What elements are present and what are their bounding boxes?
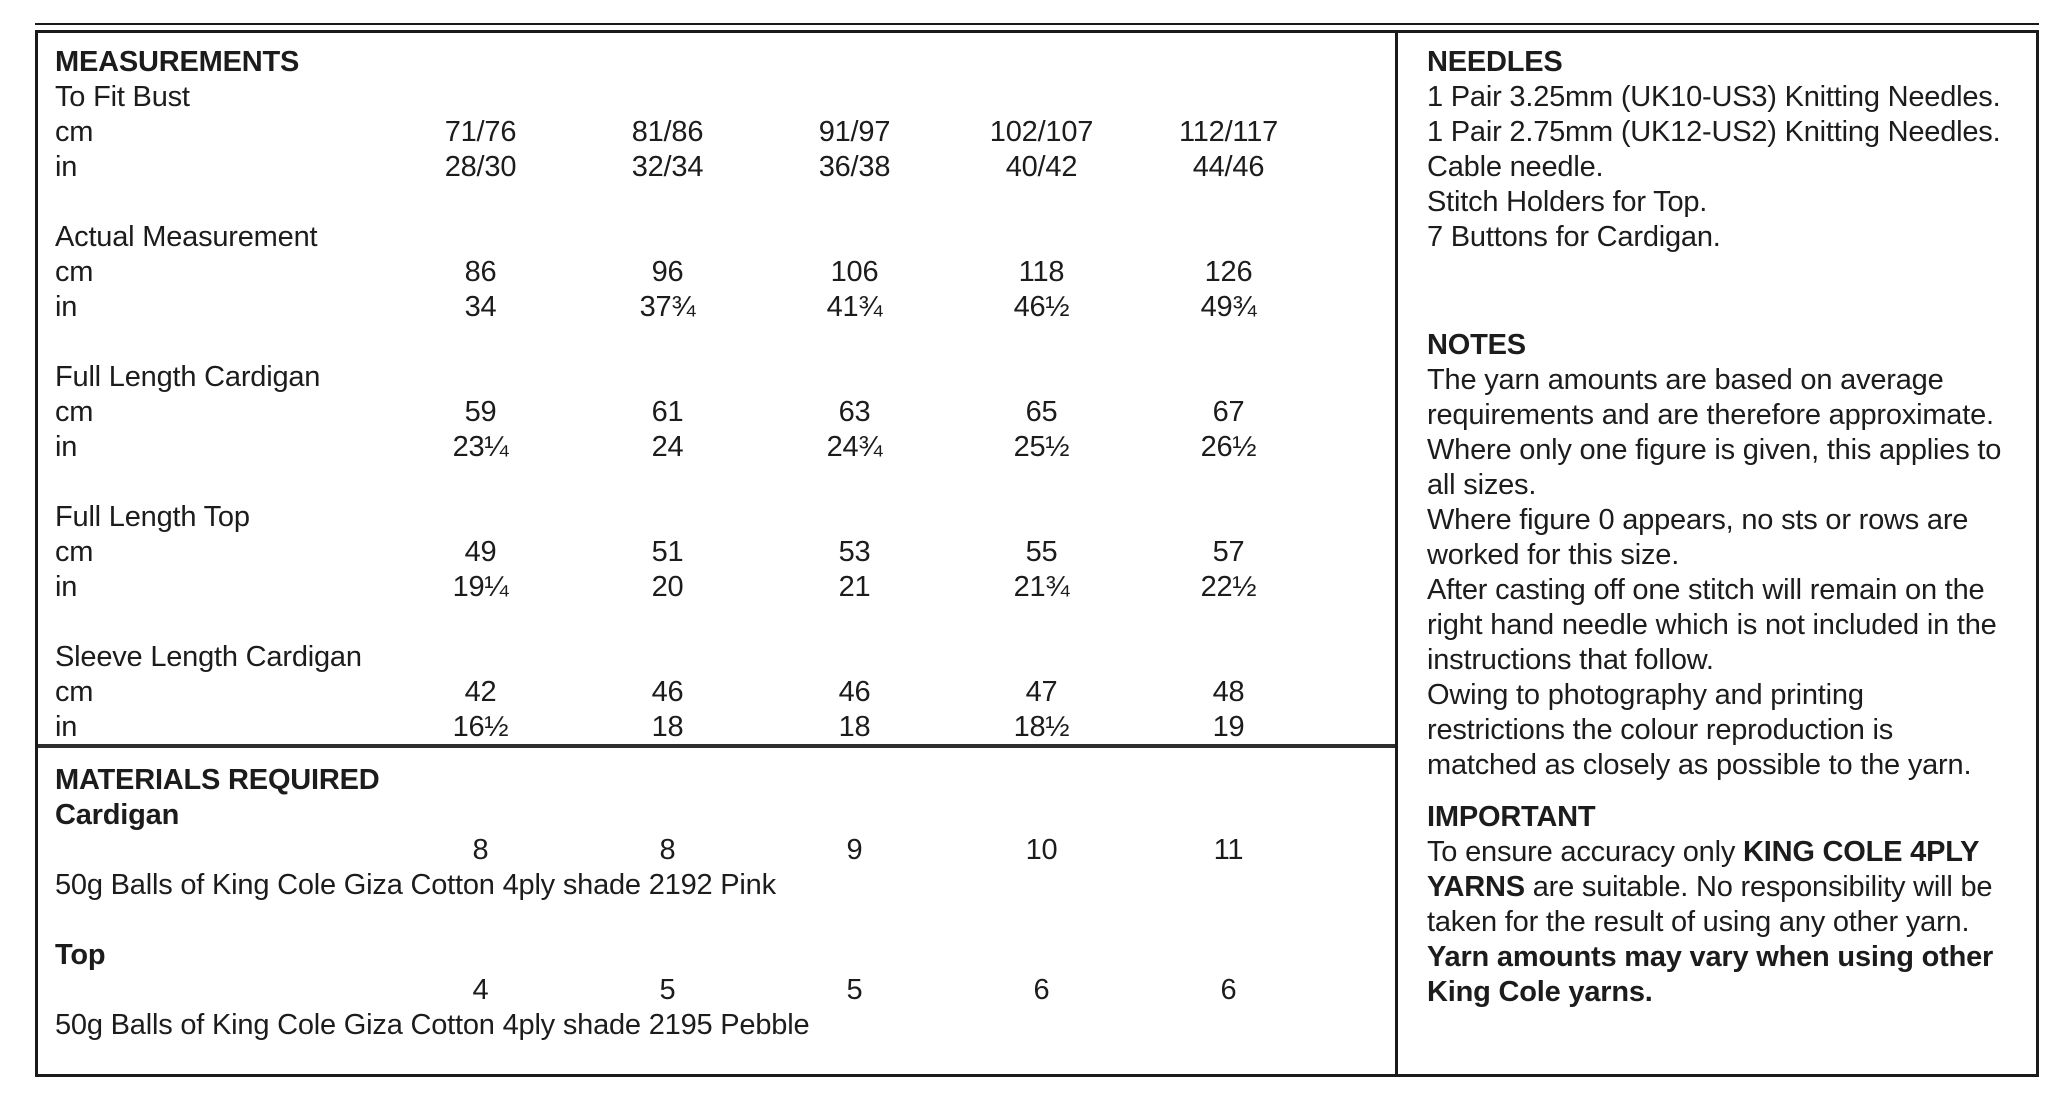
measurement-value: 67 [1212,396,1245,428]
measurement-value: 106 [830,256,879,288]
measurement-row-cm [55,115,1395,150]
measurement-value: 112/117 [1178,116,1279,148]
measurement-value: 18 [838,711,871,743]
important-text-emphasis: KING COLE 4PLY YARNS [1427,836,1979,903]
measurement-value: 65 [1025,396,1058,428]
measurement-row-cm [55,255,1395,290]
material-quantity: 4 [472,974,489,1006]
material-quantity: 5 [846,974,863,1006]
needles-title: NEEDLES [1427,46,1563,78]
material-quantity: 6 [1220,974,1237,1006]
measurement-value: 47 [1025,676,1058,708]
measurement-value: 51 [651,536,684,568]
right-pane [1398,33,2036,1074]
measurement-label: Sleeve Length Cardigan [55,641,362,673]
material-quantity: 6 [1033,974,1050,1006]
unit-label-cm: cm [55,116,94,148]
important-title: IMPORTANT [1427,801,1596,833]
measurement-value: 24 [651,431,684,463]
material-description: 50g Balls of King Cole Giza Cotton 4ply shade 2195 Pebble [55,1009,810,1041]
measurement-value: 63 [838,396,871,428]
material-quantities-row [55,833,1395,868]
material-name: Top [55,939,106,971]
measurement-value: 18½ [1013,711,1070,743]
materials-section [38,744,1395,1074]
measurement-value: 49¾ [1200,291,1257,323]
measurement-label: Full Length Top [55,501,250,533]
measurement-group-sleeve-length-cardigan [55,640,1395,744]
measurement-value: 22½ [1200,571,1257,603]
material-quantity: 8 [659,834,676,866]
notes-paragraph: Where figure 0 appears, no sts or rows are worked for this size. [1427,504,1969,571]
measurement-value: 21¾ [1013,571,1070,603]
measurement-value: 71/76 [444,116,517,148]
measurement-row-in [55,570,1395,605]
needles-section [1427,45,2007,255]
measurement-value: 20 [651,571,684,603]
measurement-value: 61 [651,396,684,428]
measurement-group-actual-measurement [55,220,1395,325]
measurement-value: 53 [838,536,871,568]
notes-title: NOTES [1427,329,1526,361]
material-quantity: 10 [1025,834,1058,866]
measurement-value: 48 [1212,676,1245,708]
unit-label-cm: cm [55,536,94,568]
measurement-group-to-fit-bust [55,80,1395,185]
material-quantity: 8 [472,834,489,866]
measurement-value: 46 [838,676,871,708]
material-item-top [55,938,1395,1043]
measurement-value: 49 [464,536,497,568]
notes-paragraph: The yarn amounts are based on average requirements and are therefore approximate. [1427,364,1994,431]
pattern-info-box [35,30,2039,1077]
material-quantities-row [55,973,1395,1008]
measurement-value: 59 [464,396,497,428]
unit-label-cm: cm [55,676,94,708]
unit-label-in: in [55,151,78,183]
unit-label-in: in [55,571,78,603]
measurement-value: 18 [651,711,684,743]
left-pane [38,33,1398,1074]
important-paragraph-emphasis: Yarn amounts may vary when using other King Cole yarns. [1427,941,1994,1008]
measurement-value: 102/107 [989,116,1094,148]
measurement-row-cm [55,535,1395,570]
measurement-value: 26½ [1200,431,1257,463]
material-quantity: 11 [1213,834,1244,866]
measurement-value: 21 [838,571,871,603]
material-quantity: 9 [846,834,863,866]
measurement-value: 57 [1212,536,1245,568]
measurement-value: 25½ [1013,431,1070,463]
important-text: are suitable. No responsibility will be taken for the result of using any other yarn. [1427,871,1993,938]
important-section [1427,800,2007,1010]
measurement-label: Actual Measurement [55,221,318,253]
measurement-value: 28/30 [444,151,517,183]
measurement-value: 46 [651,676,684,708]
measurement-value: 118 [1018,256,1065,288]
needles-line: Cable needle. [1427,151,1604,183]
top-rule [35,23,2039,25]
measurement-row-in [55,710,1395,744]
measurement-label: Full Length Cardigan [55,361,321,393]
measurement-label: To Fit Bust [55,81,190,113]
measurement-row-cm [55,395,1395,430]
material-name: Cardigan [55,799,180,831]
measurement-value: 86 [464,256,497,288]
measurement-value: 91/97 [818,116,891,148]
measurement-value: 81/86 [631,116,704,148]
measurement-value: 34 [464,291,497,323]
needles-line: 1 Pair 2.75mm (UK12-US2) Knitting Needles. [1427,116,2001,148]
measurements-section [38,33,1395,744]
measurement-value: 126 [1204,256,1253,288]
notes-paragraph: After casting off one stitch will remain on the right hand needle which is not included in the instructions that follow. [1427,574,1997,676]
measurement-value: 32/34 [631,151,704,183]
measurement-value: 44/46 [1192,151,1265,183]
notes-paragraph: Where only one figure is given, this applies to all sizes. [1427,434,2002,501]
measurement-row-in [55,150,1395,185]
measurement-value: 23¼ [452,431,509,463]
important-text: To ensure accuracy only [1427,836,1743,868]
measurement-group-full-length-top [55,500,1395,605]
unit-label-in: in [55,711,78,743]
measurement-value: 42 [464,676,497,708]
material-item-cardigan [55,798,1395,903]
empty-cell [55,833,387,868]
notes-section [1427,328,2007,783]
measurements-title: MEASUREMENTS [55,46,300,78]
measurement-value: 36/38 [818,151,891,183]
important-paragraph [1427,835,2007,940]
unit-label-in: in [55,291,78,323]
measurement-value: 96 [651,256,684,288]
measurement-value: 24¾ [826,431,883,463]
measurement-group-full-length-cardigan [55,360,1395,465]
measurement-row-cm [55,675,1395,710]
materials-title: MATERIALS REQUIRED [55,764,380,796]
needles-line: Stitch Holders for Top. [1427,186,1708,218]
material-description: 50g Balls of King Cole Giza Cotton 4ply shade 2192 Pink [55,869,776,901]
unit-label-in: in [55,431,78,463]
material-quantity: 5 [659,974,676,1006]
measurement-row-in [55,430,1395,465]
measurement-value: 19¼ [452,571,509,603]
measurement-value: 40/42 [1005,151,1078,183]
measurement-value: 37¾ [639,291,696,323]
empty-cell [55,973,387,1008]
needles-line: 7 Buttons for Cardigan. [1427,221,1721,253]
measurement-value: 41¾ [826,291,883,323]
unit-label-cm: cm [55,256,94,288]
unit-label-cm: cm [55,396,94,428]
notes-paragraph: Owing to photography and printing restrictions the colour reproduction is matched as closely as possible to the yarn. [1427,679,1972,781]
measurement-row-in [55,290,1395,325]
needles-line: 1 Pair 3.25mm (UK10-US3) Knitting Needles. [1427,81,2001,113]
measurement-value: 46½ [1013,291,1070,323]
measurement-value: 55 [1025,536,1058,568]
measurement-value: 16½ [452,711,509,743]
measurement-value: 19 [1212,711,1245,743]
